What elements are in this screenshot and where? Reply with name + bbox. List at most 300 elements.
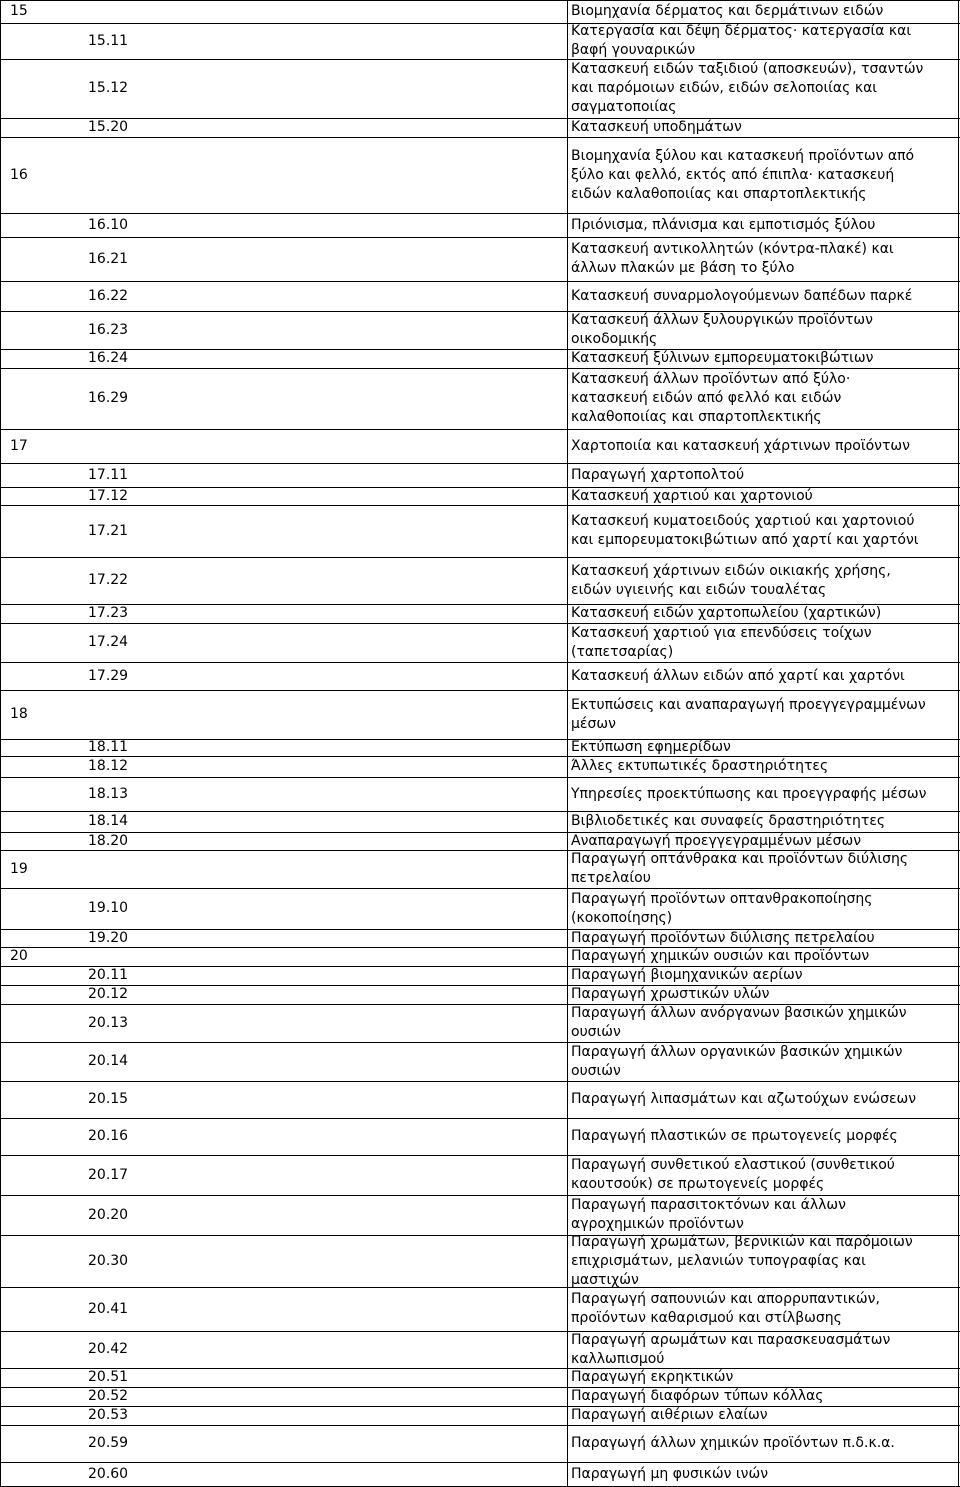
- division-code: [10, 59, 70, 118]
- column-divider: [958, 487, 959, 505]
- column-divider: [0, 929, 1, 947]
- column-divider: [958, 850, 959, 888]
- column-divider: [567, 1368, 568, 1387]
- table-row: [0, 1462, 960, 1486]
- table-row: [0, 311, 960, 349]
- activity-description: Παραγωγή αρωμάτων και παρασκευασμάτων καλλωπισμού: [571, 1331, 891, 1367]
- column-divider: [0, 429, 1, 463]
- table-row: [0, 1118, 960, 1155]
- column-divider: [958, 947, 959, 966]
- class-code: 16.21: [88, 250, 129, 267]
- column-divider: [567, 368, 568, 429]
- class-code: 20.59: [88, 1435, 129, 1451]
- column-divider: [567, 1287, 568, 1331]
- division-code: [10, 1155, 70, 1195]
- column-divider: [567, 118, 568, 137]
- column-divider: [567, 604, 568, 623]
- table-row: [0, 1042, 960, 1081]
- activity-description: Παραγωγή άλλων οργανικών βασικών χημικών ουσιών: [571, 1043, 903, 1079]
- class-code: 20.41: [88, 1300, 129, 1317]
- class-code: 20.13: [88, 1014, 129, 1031]
- column-divider: [567, 505, 568, 557]
- class-code: 19.20: [88, 929, 129, 946]
- column-divider: [0, 888, 1, 929]
- column-divider: [958, 1462, 959, 1486]
- column-divider: [958, 1287, 959, 1331]
- class-code: 17.24: [88, 634, 129, 650]
- activity-description: Παραγωγή συνθετικού ελαστικού (συνθετικού καουτσούκ) σε πρωτογενείς μορφές: [571, 1157, 895, 1192]
- column-divider: [567, 832, 568, 850]
- division-code: [10, 1118, 70, 1155]
- activity-description: Παραγωγή μη φυσικών ινών: [571, 1465, 769, 1482]
- column-divider: [567, 463, 568, 487]
- class-code: 19.10: [88, 900, 129, 916]
- column-divider: [958, 1425, 959, 1462]
- division-code: [10, 777, 70, 811]
- division-code: 18: [10, 706, 28, 722]
- column-divider: [0, 947, 1, 966]
- column-divider: [567, 1081, 568, 1118]
- activity-description: Αναπαραγωγή προεγγεγραμμένων μέσων: [571, 832, 862, 849]
- activity-description: Κατασκευή αντικολλητών (κόντρα-πλακέ) και άλλων πλακών με βάση το ξύλο: [571, 241, 894, 276]
- column-divider: [567, 947, 568, 966]
- column-divider: [0, 850, 1, 888]
- column-divider: [567, 888, 568, 929]
- column-divider: [958, 237, 959, 281]
- activity-description: Κατασκευή χαρτιού και χαρτονιού: [571, 487, 813, 504]
- table-row: [0, 739, 960, 756]
- column-divider: [958, 557, 959, 604]
- column-divider: [958, 1118, 959, 1155]
- table-row: [0, 1004, 960, 1042]
- column-divider: [0, 739, 1, 756]
- table-row: [0, 368, 960, 429]
- column-divider: [958, 1042, 959, 1081]
- division-code: [10, 811, 70, 832]
- division-code: [10, 311, 70, 349]
- column-divider: [958, 137, 959, 213]
- table-row: [0, 281, 960, 311]
- class-code: 17.23: [88, 605, 129, 621]
- column-divider: [567, 850, 568, 888]
- division-code: 17: [10, 437, 28, 454]
- column-divider: [958, 662, 959, 690]
- class-code: 20.42: [88, 1341, 129, 1357]
- column-divider: [567, 557, 568, 604]
- table-row: [0, 463, 960, 487]
- division-code: [10, 1462, 70, 1486]
- division-code: [10, 1081, 70, 1118]
- activity-description: Κατασκευή ξύλινων εμπορευματοκιβώτιων: [571, 350, 874, 366]
- division-code: 16: [10, 166, 28, 183]
- table-row: [0, 756, 960, 777]
- division-code: [10, 604, 70, 623]
- column-divider: [567, 1042, 568, 1081]
- column-divider: [958, 281, 959, 311]
- division-code: 19: [10, 860, 28, 877]
- column-divider: [958, 349, 959, 368]
- column-divider: [567, 623, 568, 662]
- division-code: [10, 505, 70, 557]
- column-divider: [0, 237, 1, 281]
- division-code: [10, 1195, 70, 1235]
- column-divider: [567, 213, 568, 237]
- activity-description: Παραγωγή λιπασμάτων και αζωτούχων ενώσεων: [571, 1091, 917, 1107]
- division-code: [10, 888, 70, 929]
- activity-description: Παραγωγή προϊόντων διύλισης πετρελαίου: [571, 929, 875, 946]
- column-divider: [567, 429, 568, 463]
- activity-description: Παραγωγή χρωστικών υλών: [571, 986, 770, 1002]
- column-divider: [958, 929, 959, 947]
- class-code: 18.20: [88, 832, 129, 849]
- column-divider: [0, 23, 1, 59]
- class-code: 16.10: [88, 216, 129, 233]
- table-row: [0, 777, 960, 811]
- activity-description: Παραγωγή χημικών ουσιών και προϊόντων: [571, 948, 870, 964]
- class-code: 20.30: [88, 1252, 129, 1269]
- table-row: [0, 1387, 960, 1406]
- column-divider: [567, 0, 568, 23]
- table-row: [0, 349, 960, 368]
- column-divider: [567, 137, 568, 213]
- table-row: [0, 23, 960, 59]
- column-divider: [567, 1462, 568, 1486]
- activity-description: Κατασκευή κυματοειδούς χαρτιού και χαρτονιού και εμπορευματοκιβώτιων από χαρτί και χαρτόνι: [571, 513, 919, 548]
- column-divider: [0, 1081, 1, 1118]
- column-divider: [0, 1155, 1, 1195]
- table-row: [0, 690, 960, 739]
- table-row: [0, 1331, 960, 1368]
- class-code: 16.24: [88, 350, 129, 366]
- table-row: [0, 59, 960, 118]
- class-code: 17.11: [88, 466, 129, 483]
- class-code: 18.14: [88, 813, 129, 829]
- division-code: [10, 237, 70, 281]
- column-divider: [958, 985, 959, 1004]
- table-row: [0, 947, 960, 966]
- column-divider: [0, 0, 1, 23]
- table-row: [0, 1195, 960, 1235]
- column-divider: [0, 505, 1, 557]
- column-divider: [958, 1387, 959, 1406]
- division-code: [10, 281, 70, 311]
- column-divider: [0, 1368, 1, 1387]
- division-code: [10, 623, 70, 662]
- class-code: [88, 947, 178, 966]
- column-divider: [0, 777, 1, 811]
- activity-description: Κατασκευή άλλων προϊόντων από ξύλο· κατασκευή ειδών από φελλό και ειδών καλαθοποιίας και σπαρτοπλεκτικής: [571, 371, 851, 425]
- column-divider: [0, 1042, 1, 1081]
- column-divider: [958, 1081, 959, 1118]
- column-divider: [567, 690, 568, 739]
- column-divider: [567, 23, 568, 59]
- table-row: [0, 811, 960, 832]
- class-code: 16.29: [88, 390, 129, 406]
- activity-description: Παραγωγή εκρηκτικών: [571, 1369, 734, 1385]
- column-divider: [567, 1406, 568, 1425]
- division-code: [10, 463, 70, 487]
- table-row: [0, 487, 960, 505]
- activity-description: Παραγωγή χρωμάτων, βερνικιών και παρόμοιων επιχρισμάτων, μελανιών τυπογραφίας και μαστιχών: [571, 1233, 913, 1288]
- class-code: 20.53: [88, 1407, 129, 1423]
- activity-description: Κατασκευή χαρτιού για επενδύσεις τοίχων (ταπετσαρίας): [571, 624, 872, 660]
- column-divider: [0, 1406, 1, 1425]
- column-divider: [958, 777, 959, 811]
- column-divider: [567, 966, 568, 985]
- table-row: [0, 505, 960, 557]
- class-code: 17.12: [88, 487, 129, 504]
- column-divider: [0, 623, 1, 662]
- class-code: 20.20: [88, 1206, 129, 1223]
- column-divider: [567, 487, 568, 505]
- column-divider: [0, 1425, 1, 1462]
- class-code: 18.13: [88, 785, 129, 802]
- table-row: [0, 966, 960, 985]
- class-code: 17.29: [88, 667, 129, 684]
- column-divider: [0, 1287, 1, 1331]
- activity-description: Βιομηχανία δέρματος και δερμάτινων ειδών: [571, 3, 884, 19]
- column-divider: [958, 623, 959, 662]
- activity-description: Παραγωγή παρασιτοκτόνων και άλλων αγροχημικών προϊόντων: [571, 1197, 846, 1232]
- table-row: [0, 1081, 960, 1118]
- column-divider: [0, 368, 1, 429]
- column-divider: [567, 1118, 568, 1155]
- activity-description: Κατασκευή ειδών χαρτοπωλείου (χαρτικών): [571, 605, 882, 621]
- column-divider: [958, 311, 959, 349]
- division-code: [10, 368, 70, 429]
- activity-description: Κατασκευή άλλων ξυλουργικών προϊόντων οικοδομικής: [571, 312, 873, 347]
- table-row: [0, 1425, 960, 1462]
- class-code: 18.11: [88, 739, 129, 755]
- column-divider: [0, 966, 1, 985]
- activity-description: Παραγωγή χαρτοπολτού: [571, 466, 745, 483]
- column-divider: [567, 311, 568, 349]
- table-row: [0, 0, 960, 23]
- column-divider: [958, 505, 959, 557]
- table-row: [0, 832, 960, 850]
- class-code: [88, 690, 178, 739]
- class-code: 20.16: [88, 1128, 129, 1144]
- column-divider: [958, 1368, 959, 1387]
- column-divider: [567, 739, 568, 756]
- column-divider: [0, 690, 1, 739]
- column-divider: [567, 349, 568, 368]
- class-code: 17.21: [88, 522, 129, 539]
- table-row: [0, 213, 960, 237]
- activity-description: Κατεργασία και δέψη δέρματος· κατεργασία και βαφή γουναρικών: [571, 23, 912, 58]
- column-divider: [0, 811, 1, 832]
- column-divider: [958, 59, 959, 118]
- division-code: [10, 23, 70, 59]
- class-code: 20.17: [88, 1166, 129, 1183]
- class-code: 20.51: [88, 1369, 129, 1385]
- division-code: 15: [10, 3, 28, 19]
- column-divider: [958, 118, 959, 137]
- activity-description: Κατασκευή ειδών ταξιδιού (αποσκευών), τσαντών και παρόμοιων ειδών, ειδών σελοποιίας και σαγματοποιίας: [571, 61, 924, 115]
- column-divider: [0, 487, 1, 505]
- column-divider: [0, 1118, 1, 1155]
- column-divider: [958, 1195, 959, 1235]
- division-code: [10, 557, 70, 604]
- class-code: 16.23: [88, 321, 129, 338]
- column-divider: [958, 23, 959, 59]
- class-code: 18.12: [88, 758, 129, 774]
- class-code: 20.15: [88, 1091, 129, 1107]
- division-code: [10, 349, 70, 368]
- division-code: [10, 1406, 70, 1425]
- activity-description: Κατασκευή άλλων ειδών από χαρτί και χαρτόνι: [571, 667, 905, 684]
- table-row: [0, 850, 960, 888]
- column-divider: [0, 1331, 1, 1368]
- column-divider: [958, 1235, 959, 1287]
- column-divider: [0, 832, 1, 850]
- division-code: [10, 1387, 70, 1406]
- table-row: [0, 1406, 960, 1425]
- activity-description: Βιβλιοδετικές και συναφείς δραστηριότητες: [571, 813, 886, 829]
- class-code: [88, 429, 178, 463]
- class-code: 20.60: [88, 1465, 129, 1482]
- division-code: [10, 929, 70, 947]
- column-divider: [958, 368, 959, 429]
- column-divider: [958, 463, 959, 487]
- table-row: [0, 237, 960, 281]
- activity-description: Παραγωγή άλλων ανόργανων βασικών χημικών ουσιών: [571, 1005, 907, 1040]
- division-code: [10, 832, 70, 850]
- class-code: [88, 137, 178, 213]
- activity-description: Παραγωγή προϊόντων οπτανθρακοποίησης (κοκοποίησης): [571, 890, 873, 926]
- column-divider: [958, 213, 959, 237]
- column-divider: [958, 811, 959, 832]
- column-divider: [0, 118, 1, 137]
- division-code: [10, 213, 70, 237]
- table-row: [0, 604, 960, 623]
- column-divider: [0, 59, 1, 118]
- column-divider: [567, 662, 568, 690]
- column-divider: [0, 1462, 1, 1486]
- activity-description: Εκτυπώσεις και αναπαραγωγή προεγγεγραμμένων μέσων: [571, 696, 926, 732]
- class-code: [88, 0, 178, 23]
- column-divider: [567, 811, 568, 832]
- column-divider: [567, 985, 568, 1004]
- activity-description: Κατασκευή υποδημάτων: [571, 119, 742, 135]
- column-divider: [0, 349, 1, 368]
- table-row: [0, 662, 960, 690]
- column-divider: [0, 311, 1, 349]
- activity-description: Πριόνισμα, πλάνισμα και εμποτισμός ξύλου: [571, 216, 876, 233]
- activity-description: Παραγωγή αιθέριων ελαίων: [571, 1407, 768, 1423]
- column-divider: [0, 1235, 1, 1287]
- column-divider: [0, 604, 1, 623]
- class-code: 15.11: [88, 32, 129, 49]
- activity-description: Παραγωγή σαπουνιών και απορρυπαντικών, προϊόντων καθαρισμού και στίλβωσης: [571, 1291, 880, 1326]
- table-row: [0, 623, 960, 662]
- activity-description: Παραγωγή πλαστικών σε πρωτογενείς μορφές: [571, 1128, 898, 1144]
- column-divider: [0, 756, 1, 777]
- column-divider: [567, 1387, 568, 1406]
- table-row: [0, 557, 960, 604]
- activity-description: Παραγωγή άλλων χημικών προϊόντων π.δ.κ.α.: [571, 1435, 895, 1451]
- column-divider: [0, 1195, 1, 1235]
- activity-description: Χαρτοποιία και κατασκευή χάρτινων προϊόντων: [571, 437, 910, 454]
- division-code: [10, 662, 70, 690]
- division-code: [10, 1235, 70, 1287]
- division-code: [10, 1425, 70, 1462]
- table-row: [0, 1368, 960, 1387]
- class-code: 17.22: [88, 572, 129, 588]
- activity-description: Βιομηχανία ξύλου και κατασκευή προϊόντων από ξύλο και φελλό, εκτός από έπιπλα· κατασκευή ειδών καλαθοποιίας και σπαρτοπλεκτικής: [571, 147, 915, 202]
- division-code: [10, 1331, 70, 1368]
- column-divider: [958, 0, 959, 23]
- column-divider: [567, 281, 568, 311]
- table-row: [0, 429, 960, 463]
- column-divider: [567, 1004, 568, 1042]
- activity-description: Παραγωγή βιομηχανικών αερίων: [571, 967, 803, 983]
- activity-description: Παραγωγή διαφόρων τύπων κόλλας: [571, 1388, 824, 1404]
- class-code: 15.12: [88, 80, 129, 96]
- column-divider: [0, 557, 1, 604]
- table-row: [0, 1155, 960, 1195]
- column-divider: [958, 832, 959, 850]
- column-divider: [0, 281, 1, 311]
- table-row: [0, 137, 960, 213]
- activity-description: Παραγωγή οπτάνθρακα και προϊόντων διύλισης πετρελαίου: [571, 851, 909, 886]
- column-divider: [958, 604, 959, 623]
- column-divider: [0, 662, 1, 690]
- activity-description: Κατασκευή συναρμολογούμενων δαπέδων παρκέ: [571, 287, 913, 304]
- division-code: [10, 487, 70, 505]
- column-divider: [958, 739, 959, 756]
- column-divider: [958, 1155, 959, 1195]
- column-divider: [567, 777, 568, 811]
- division-code: [10, 1042, 70, 1081]
- column-divider: [567, 1195, 568, 1235]
- division-code: [10, 985, 70, 1004]
- column-divider: [958, 429, 959, 463]
- activity-description: Εκτύπωση εφημερίδων: [571, 739, 731, 755]
- activity-description: Άλλες εκτυπωτικές δραστηριότητες: [571, 758, 829, 774]
- column-divider: [0, 1387, 1, 1406]
- column-divider: [958, 1004, 959, 1042]
- table-row: [0, 1287, 960, 1331]
- column-divider: [0, 463, 1, 487]
- column-divider: [958, 690, 959, 739]
- column-divider: [958, 888, 959, 929]
- column-divider: [0, 137, 1, 213]
- division-code: [10, 756, 70, 777]
- column-divider: [0, 213, 1, 237]
- division-code: [10, 1004, 70, 1042]
- activity-description: Υπηρεσίες προεκτύπωσης και προεγγραφής μέσων: [571, 785, 927, 802]
- column-divider: [567, 1425, 568, 1462]
- column-divider: [958, 1331, 959, 1368]
- column-divider: [0, 985, 1, 1004]
- division-code: [10, 1287, 70, 1331]
- division-code: 20: [10, 948, 28, 964]
- column-divider: [958, 966, 959, 985]
- class-code: 20.12: [88, 986, 129, 1002]
- column-divider: [958, 756, 959, 777]
- activity-description: Κατασκευή χάρτινων ειδών οικιακής χρήσης, ειδών υγιεινής και ειδών τουαλέτας: [571, 562, 891, 598]
- class-code: 20.14: [88, 1053, 129, 1069]
- column-divider: [567, 59, 568, 118]
- division-code: [10, 1368, 70, 1387]
- class-code: 16.22: [88, 287, 129, 304]
- column-divider: [0, 1004, 1, 1042]
- division-code: [10, 118, 70, 137]
- class-code: 20.52: [88, 1388, 129, 1404]
- table-row: [0, 118, 960, 137]
- column-divider: [567, 929, 568, 947]
